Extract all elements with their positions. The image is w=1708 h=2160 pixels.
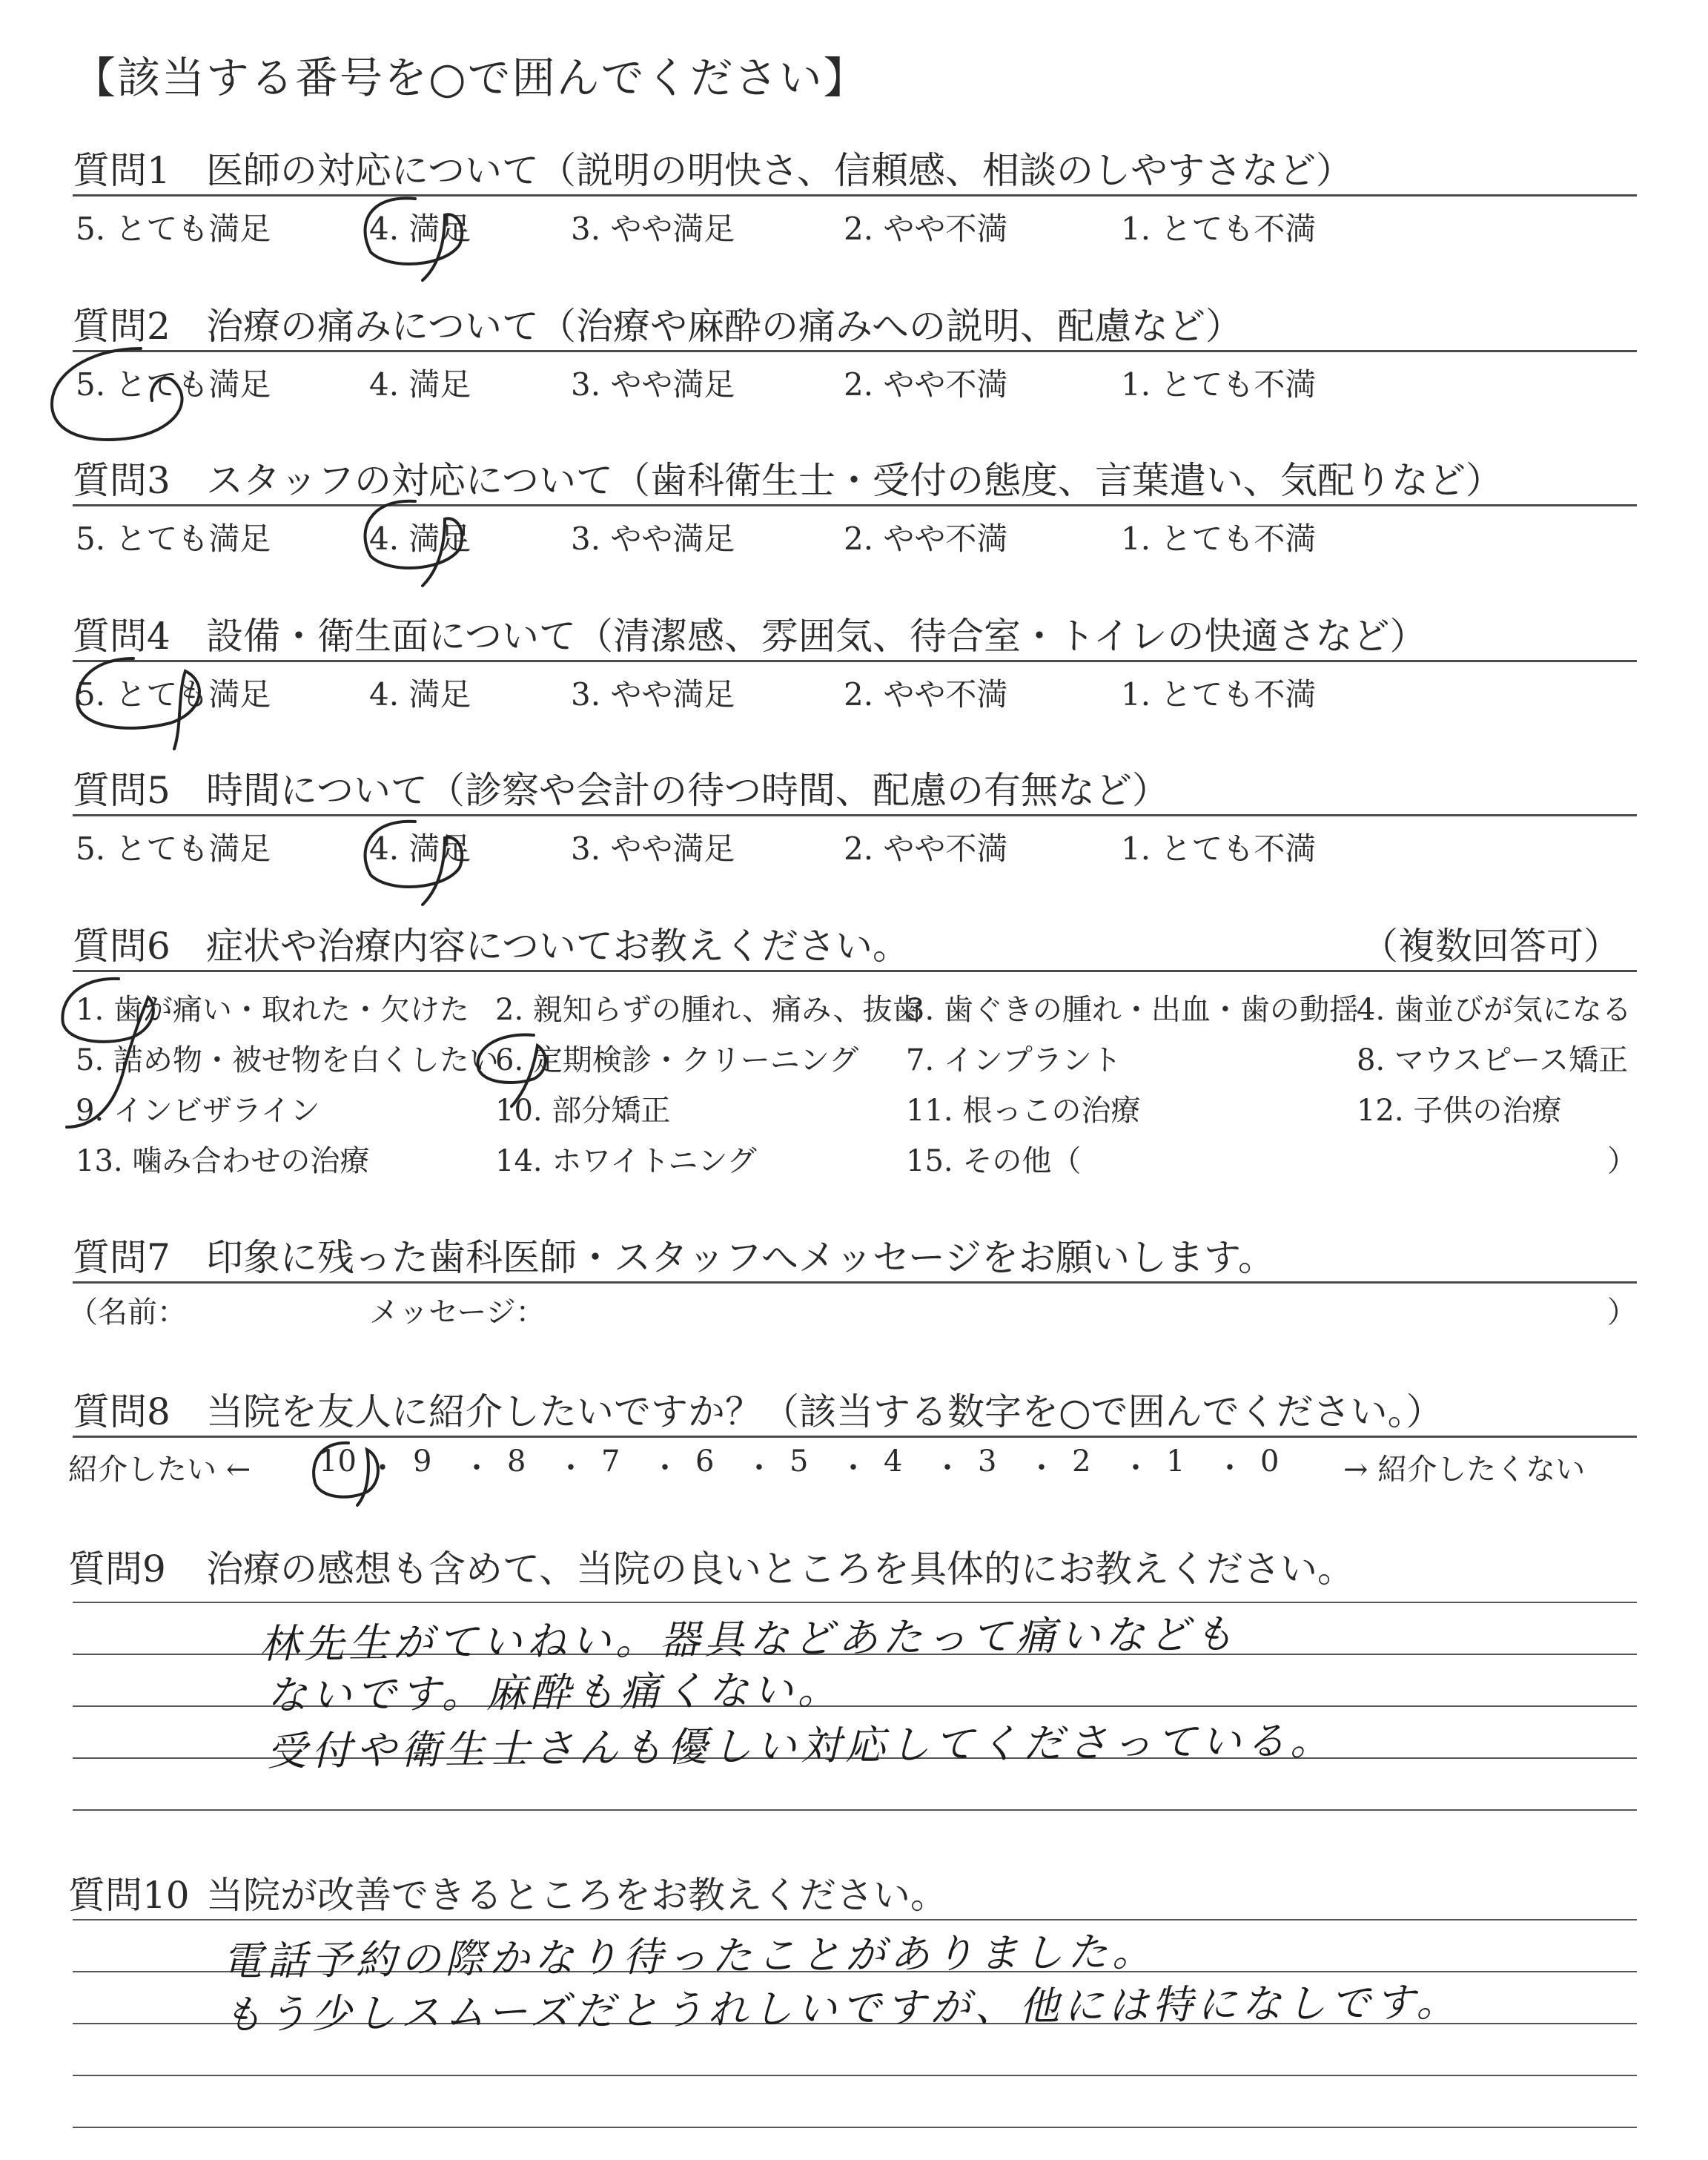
q4-option-1[interactable]: 1. とても不満 [1121, 676, 1317, 713]
q10-answer-line-1: 電話予約の際かなり待ったことがありました。 [222, 1928, 1157, 1985]
q9-text: 治療の感想も含めて、当院の良いところを具体的にお教えください。 [206, 1548, 1354, 1591]
q8-scale-separator: ・ [1121, 1451, 1151, 1485]
q8-text: 当院を友人に紹介したいですか？（該当する数字を○で囲んでください。） [206, 1390, 1443, 1433]
page-title: 【該当する番号を○で囲んでください】 [73, 53, 868, 103]
q2-option-1[interactable]: 1. とても不満 [1121, 366, 1317, 403]
q6-rule [73, 970, 1637, 972]
q7-message-label: メッセージ： [369, 1295, 546, 1330]
q8-scale-2[interactable]: 2 [1072, 1444, 1091, 1479]
q8-scale-4[interactable]: 4 [884, 1444, 903, 1479]
q4-rule [73, 660, 1637, 662]
q2-rule [73, 350, 1637, 352]
q8-scale-separator: ・ [1027, 1451, 1056, 1485]
q2-option-3[interactable]: 3. やや満足 [571, 366, 735, 403]
q4-label: 質問4 [73, 615, 171, 658]
q10-text: 当院が改善できるところをお教えください。 [206, 1874, 947, 1917]
q6-item-1[interactable]: 1. 歯が痛い・取れた・欠けた [76, 993, 469, 1027]
q4-option-5[interactable]: 5. とても満足 [76, 676, 271, 713]
q3-option-1[interactable]: 1. とても不満 [1121, 521, 1317, 557]
q9-label: 質問9 [68, 1548, 166, 1591]
q5-option-2[interactable]: 2. やや不満 [844, 830, 1008, 867]
q2-text: 治療の痛みについて（治療や麻酔の痛みへの説明、配慮など） [206, 305, 1242, 348]
q4-text: 設備・衛生面について（清潔感、雰囲気、待合室・トイレの快適さなど） [206, 615, 1427, 658]
q6-other-close: ） [1607, 1144, 1637, 1178]
q4-option-3[interactable]: 3. やや満足 [571, 676, 735, 713]
q8-scale-5[interactable]: 5 [790, 1444, 809, 1479]
q6-item-4[interactable]: 4. 歯並びが気になる [1357, 993, 1632, 1027]
q6-label: 質問6 [73, 925, 171, 968]
q7-label: 質問7 [73, 1236, 171, 1279]
q6-item-12[interactable]: 12. 子供の治療 [1357, 1094, 1562, 1128]
q1-label: 質問1 [73, 149, 171, 192]
q10-line-5 [73, 2127, 1637, 2128]
q8-scale-separator: ・ [933, 1451, 962, 1485]
q8-label: 質問8 [73, 1390, 171, 1433]
q6-item-2[interactable]: 2. 親知らずの腫れ、痛み、抜歯 [495, 993, 922, 1027]
q7-name-label: （名前： [68, 1295, 187, 1330]
q5-option-3[interactable]: 3. やや満足 [571, 830, 735, 867]
q8-scale-0[interactable]: 0 [1260, 1444, 1280, 1479]
q8-scale-separator: ・ [556, 1451, 586, 1485]
q6-item-10[interactable]: 10. 部分矯正 [495, 1094, 671, 1128]
q8-right-label: → 紹介したくない [1343, 1453, 1586, 1487]
q3-option-5[interactable]: 5. とても満足 [76, 521, 271, 557]
q3-label: 質問3 [73, 459, 171, 502]
q3-option-3[interactable]: 3. やや満足 [571, 521, 735, 557]
q4-option-2[interactable]: 2. やや不満 [844, 676, 1008, 713]
q8-scale-3[interactable]: 3 [978, 1444, 997, 1479]
q6-item-5[interactable]: 5. 詰め物・被せ物を白くしたい [76, 1043, 499, 1077]
q8-scale-separator: ・ [838, 1451, 868, 1485]
q6-item-9[interactable]: 9. インビザライン [76, 1094, 320, 1128]
q8-scale-9[interactable]: 9 [413, 1444, 432, 1479]
q3-option-2[interactable]: 2. やや不満 [844, 521, 1008, 557]
q6-note: （複数回答可） [1361, 925, 1621, 968]
q1-text: 医師の対応について（説明の明快さ、信頼感、相談のしやすさなど） [206, 149, 1353, 192]
q6-item-14[interactable]: 14. ホワイトニング [495, 1144, 757, 1178]
q6-item-6[interactable]: 6. 定期検診・クリーニング [495, 1043, 859, 1077]
q8-scale-1[interactable]: 1 [1166, 1444, 1185, 1479]
q6-item-7[interactable]: 7. インプラント [906, 1043, 1122, 1077]
q6-item-3[interactable]: 3. 歯ぐきの腫れ・出血・歯の動揺 [906, 993, 1359, 1027]
q10-label: 質問10 [68, 1874, 190, 1917]
q2-option-5[interactable]: 5. とても満足 [76, 366, 271, 403]
q8-scale-7[interactable]: 7 [601, 1444, 620, 1479]
q4-option-4[interactable]: 4. 満足 [369, 676, 471, 713]
q8-rule [73, 1436, 1637, 1438]
q8-scale-separator: ・ [462, 1451, 491, 1485]
q6-item-8[interactable]: 8. マウスピース矯正 [1357, 1043, 1629, 1077]
q10-line-1 [73, 1919, 1637, 1920]
q9-line-1 [73, 1602, 1637, 1603]
q3-text: スタッフの対応について（歯科衛生士・受付の態度、言葉遣い、気配りなど） [206, 459, 1503, 502]
q2-label: 質問2 [73, 305, 171, 348]
q10-line-4 [73, 2075, 1637, 2076]
q7-close: ） [1607, 1295, 1637, 1330]
q8-scale-separator: ・ [744, 1451, 774, 1485]
q1-option-5[interactable]: 5. とても満足 [76, 211, 271, 247]
q5-option-4[interactable]: 4. 満足 [369, 830, 471, 867]
q9-answer-line-3: 受付や衛生士さんも優しい対応してくださっている。 [266, 1717, 1335, 1775]
q1-option-1[interactable]: 1. とても不満 [1121, 211, 1317, 247]
q9-answer-line-2: ないです。麻酔も痛くない。 [266, 1665, 843, 1720]
q8-scale-10[interactable]: 10 [319, 1444, 357, 1479]
q8-scale-separator: ・ [368, 1451, 397, 1485]
q8-scale-separator: ・ [1215, 1451, 1245, 1485]
q9-answer-line-1: 林先生がていねい。器具などあたって痛いなども [259, 1611, 1239, 1668]
q10-answer-line-2: もう少しスムーズだとうれしいですが、他には特になしです。 [222, 1978, 1461, 2038]
q5-option-5[interactable]: 5. とても満足 [76, 830, 271, 867]
q3-rule [73, 504, 1637, 506]
q1-rule [73, 194, 1637, 196]
q7-rule [73, 1281, 1637, 1284]
q8-scale-6[interactable]: 6 [695, 1444, 715, 1479]
q8-scale-8[interactable]: 8 [507, 1444, 526, 1479]
q7-text: 印象に残った歯科医師・スタッフへメッセージをお願いします。 [206, 1236, 1275, 1279]
q8-left-label: 紹介したい ← [68, 1453, 251, 1487]
q3-option-4[interactable]: 4. 満足 [369, 521, 471, 557]
q5-text: 時間について（診察や会計の待つ時間、配慮の有無など） [206, 769, 1169, 812]
q2-option-4[interactable]: 4. 満足 [369, 366, 471, 403]
q5-rule [73, 814, 1637, 816]
q5-label: 質問5 [73, 769, 171, 812]
q5-option-1[interactable]: 1. とても不満 [1121, 830, 1317, 867]
q6-item-15[interactable]: 15. その他（ [906, 1144, 1082, 1178]
q6-text: 症状や治療内容についてお教えください。 [206, 925, 910, 968]
q1-option-2[interactable]: 2. やや不満 [844, 211, 1008, 247]
q8-scale-separator: ・ [650, 1451, 680, 1485]
q1-option-4[interactable]: 4. 満足 [369, 211, 471, 247]
q1-option-3[interactable]: 3. やや満足 [571, 211, 735, 247]
q6-item-11[interactable]: 11. 根っこの治療 [906, 1094, 1141, 1128]
q9-line-5 [73, 1809, 1637, 1811]
q6-item-13[interactable]: 13. 噛み合わせの治療 [76, 1144, 370, 1178]
q2-option-2[interactable]: 2. やや不満 [844, 366, 1008, 403]
